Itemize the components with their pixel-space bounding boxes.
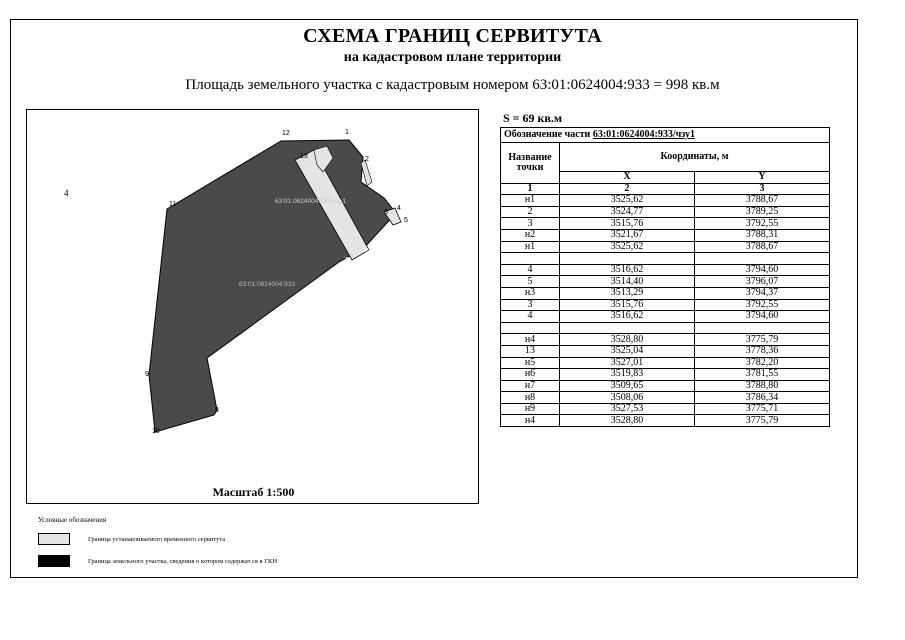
table-row: [501, 276, 830, 288]
y-cell: 3788,67: [694, 195, 829, 207]
point-label-7: 7: [344, 257, 348, 264]
spacer-cell: [501, 322, 560, 334]
spacer-row: [501, 253, 830, 265]
point-name-cell: н4: [501, 334, 560, 346]
y-cell: 3792,55: [694, 299, 829, 311]
spacer-cell: [501, 253, 560, 265]
point-label-1: 1: [345, 129, 349, 136]
col-number: 1: [501, 183, 560, 195]
legend-text-parcel: Граница земельного участка, сведения о котором содержат ся в ГКН: [88, 558, 278, 565]
point-name-cell: н8: [501, 392, 560, 404]
col-y-header: Y: [694, 172, 829, 184]
column-number-row: [501, 183, 830, 195]
y-cell: 3794,37: [694, 287, 829, 299]
page-title: СХЕМА ГРАНИЦ СЕРВИТУТА: [303, 25, 602, 47]
x-cell: 3514,40: [560, 276, 695, 288]
point-name-cell: н5: [501, 357, 560, 369]
point-name-cell: н6: [501, 369, 560, 381]
x-cell: 3525,62: [560, 241, 695, 253]
y-cell: 3775,79: [694, 334, 829, 346]
y-cell: 3788,80: [694, 380, 829, 392]
table-row: [501, 264, 830, 276]
x-cell: 3516,62: [560, 311, 695, 323]
table-row: [501, 392, 830, 404]
point-label-9: 9: [145, 371, 149, 378]
table-row: [501, 369, 830, 381]
point-label-12: 12: [282, 130, 290, 137]
point-name-cell: 4: [501, 264, 560, 276]
table-row: [501, 380, 830, 392]
coordinates-table: [500, 127, 830, 427]
caption-prefix: Обозначение части: [504, 129, 593, 140]
cadastral-map: [26, 109, 479, 504]
table-row: [501, 241, 830, 253]
x-cell: 3524,77: [560, 206, 695, 218]
point-name-cell: н1: [501, 195, 560, 207]
col-coords-header: Координаты, м: [560, 143, 830, 172]
col-point-header: Название точки: [501, 143, 560, 184]
point-name-cell: 3: [501, 299, 560, 311]
x-cell: 3513,29: [560, 287, 695, 299]
point-name-cell: 13: [501, 345, 560, 357]
neighbor-parcel-label: 4: [64, 188, 69, 198]
servitude-cadastral-label: 63:01:0624004:933/чзу1: [275, 198, 346, 205]
servitude-area: S = 69 кв.м: [503, 111, 563, 125]
x-cell: 3516,62: [560, 264, 695, 276]
point-label-6: 6: [365, 248, 369, 255]
y-cell: 3775,71: [694, 403, 829, 415]
y-cell: 3789,25: [694, 206, 829, 218]
legend-swatch-servitude: [38, 533, 70, 545]
legend-title: Условные обозначения: [38, 516, 107, 524]
spacer-row: [501, 322, 830, 334]
table-row: [501, 311, 830, 323]
y-cell: 3794,60: [694, 264, 829, 276]
y-cell: 3781,55: [694, 369, 829, 381]
point-name-cell: 5: [501, 276, 560, 288]
y-cell: 3792,55: [694, 218, 829, 230]
point-label-4: 4: [397, 205, 401, 212]
caption-code: 63:01:0624004:933/чзу1: [592, 129, 696, 140]
point-name-cell: н3: [501, 287, 560, 299]
point-name-cell: 4: [501, 311, 560, 323]
x-cell: 3527,53: [560, 403, 695, 415]
map-drawing: [27, 110, 480, 505]
table-row: [501, 229, 830, 241]
legend-text-servitude: Граница устанавливаемого временного сервитута: [88, 536, 226, 543]
point-label-3: 3: [384, 209, 388, 216]
table-row: [501, 334, 830, 346]
y-cell: 3786,34: [694, 392, 829, 404]
y-cell: 3796,07: [694, 276, 829, 288]
y-cell: 3775,79: [694, 415, 829, 427]
map-scale: Масштаб 1:500: [212, 485, 295, 499]
point-label-8: 8: [215, 407, 219, 414]
table-row: [501, 218, 830, 230]
y-cell: 3782,20: [694, 357, 829, 369]
point-label-5: 5: [404, 217, 408, 224]
y-cell: 3788,31: [694, 229, 829, 241]
parcel-cadastral-label: 63:01:0624004:933: [239, 281, 296, 288]
spacer-cell: [694, 322, 829, 334]
spacer-cell: [560, 322, 695, 334]
table-row: [501, 206, 830, 218]
x-cell: 3515,76: [560, 299, 695, 311]
legend-swatch-parcel: [38, 555, 70, 567]
x-cell: 3519,83: [560, 369, 695, 381]
area-statement: Площадь земельного участка с кадастровым номером 63:01:0624004:933 = 998 кв.м: [185, 77, 720, 93]
table-row: [501, 299, 830, 311]
x-cell: 3515,76: [560, 218, 695, 230]
header-row: [501, 143, 830, 172]
col-number: 3: [694, 183, 829, 195]
x-cell: 3527,01: [560, 357, 695, 369]
table-row: [501, 287, 830, 299]
y-cell: 3788,67: [694, 241, 829, 253]
table-caption: [501, 128, 830, 143]
y-cell: 3794,60: [694, 311, 829, 323]
x-cell: 3528,80: [560, 415, 695, 427]
point-label-13: 13: [300, 153, 308, 160]
table-row: [501, 415, 830, 427]
x-cell: 3508,06: [560, 392, 695, 404]
table-row: [501, 403, 830, 415]
point-name-cell: н9: [501, 403, 560, 415]
servitude-area-right: [361, 160, 372, 186]
x-cell: 3525,04: [560, 345, 695, 357]
point-label-11: 11: [169, 201, 177, 208]
y-cell: 3778,36: [694, 345, 829, 357]
table-row: [501, 357, 830, 369]
table-caption-row: [501, 128, 830, 143]
point-name-cell: 2: [501, 206, 560, 218]
point-label-2: 2: [365, 156, 369, 163]
x-cell: 3521,67: [560, 229, 695, 241]
point-name-cell: н4: [501, 415, 560, 427]
point-name-cell: н1: [501, 241, 560, 253]
table-row: [501, 345, 830, 357]
point-name-cell: н7: [501, 380, 560, 392]
point-label-10: 10: [152, 428, 160, 435]
spacer-cell: [694, 253, 829, 265]
table-row: [501, 195, 830, 207]
page-subtitle: на кадастровом плане территории: [343, 50, 562, 65]
col-number: 2: [560, 183, 695, 195]
x-cell: 3525,62: [560, 195, 695, 207]
x-cell: 3528,80: [560, 334, 695, 346]
point-name-cell: 3: [501, 218, 560, 230]
x-cell: 3509,65: [560, 380, 695, 392]
spacer-cell: [560, 253, 695, 265]
point-name-cell: н2: [501, 229, 560, 241]
col-x-header: X: [560, 172, 695, 184]
